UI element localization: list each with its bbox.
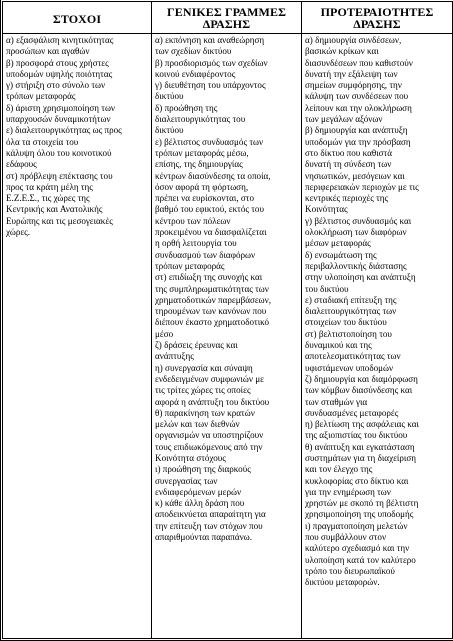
text-line: περιφερειακών περιοχών με τις	[305, 181, 419, 192]
text-line: χρηματοδοτικών παρεμβάσεων,	[155, 294, 272, 305]
text-line: α) δημιουργία συνδέσεων,	[305, 35, 402, 45]
text-line: εδάφους	[6, 159, 37, 170]
text-line: κέντρου των πόλεων	[155, 215, 231, 226]
text-line: Κοινότητας	[305, 204, 348, 215]
text-line: στην υλοποίηση και ανάπτυξη	[305, 272, 416, 283]
text-line: δ) άριστη χρησιμοποίηση των	[6, 102, 116, 113]
text-line: θ) ανάπτυξη και εγκατάσταση	[305, 441, 415, 452]
text-line: διασυνδέσεων που καθιστούν	[305, 57, 413, 68]
content-row	[3, 34, 453, 639]
text-line: βαθμό του εφικτού, εκτός του	[155, 204, 264, 215]
text-line: Ευρώπης και τις μεσογειακές	[6, 215, 113, 226]
text-line: ε) διαλειτουργικότητας ως προς	[6, 125, 122, 136]
policy-table	[2, 1, 453, 639]
text-line: κυκλοφορίας στο δίκτυο και	[305, 475, 409, 486]
text-line: όλα τα στοιχεία του	[6, 136, 79, 147]
general-lines-cell	[152, 34, 302, 639]
text-line: συνδυασμού των διαφόρων	[155, 249, 256, 260]
text-line: της αξιοπιστίας του δικτύου	[305, 430, 408, 441]
text-line: ζ) δημιουργία και διαμόρφωση	[305, 373, 418, 384]
text-line: κ) κάθε άλλη δράση που	[155, 498, 245, 509]
text-line: η ορθή λειτουργία του	[155, 238, 237, 249]
text-line: δυναμικού και της	[305, 340, 372, 351]
text-line: δ) ενσωμάτωση της	[305, 249, 377, 260]
text-line: λείπουν και την ολοκλήρωση	[305, 102, 412, 113]
priorities-cell	[302, 34, 453, 639]
text-line: ζ) δράσεις έρευνας και	[155, 340, 238, 351]
text-line: που συμβάλλουν στον	[305, 532, 387, 543]
text-line: ε) βέλτιστος συνδυασμός των	[155, 136, 264, 147]
header-line: ΠΡΟΤΕΡΑΙΟΤΗΤΕΣ	[320, 4, 434, 19]
header-goals	[3, 2, 152, 34]
text-line: κάλυψη των συνδέσεων που	[305, 91, 409, 102]
text-line: δικτύου	[155, 125, 184, 136]
text-line: συνεργασίας των	[155, 475, 218, 486]
text-line: ολοκλήρωση των διαφόρων	[305, 227, 407, 238]
text-line: α) εξασφάλιση κινητικότητας	[6, 35, 114, 45]
text-line: νησιωτικών, μεσόγειων και	[305, 170, 405, 181]
goals-cell	[3, 34, 152, 639]
text-line: ενδεδειγμένων συμφωνιών με	[155, 373, 264, 384]
text-line: τρόπων μεταφοράς μέσω,	[155, 147, 249, 158]
text-line: υπαρχουσών δυναμικοτήτων	[6, 114, 111, 125]
text-line: καλύτερο σχεδιασμό και την	[305, 543, 410, 554]
text-line: για την ενημέρωση των	[305, 486, 391, 497]
text-line: τους επιδιωκόμενους από την	[155, 441, 263, 452]
text-line: των σταθμών για	[305, 396, 368, 407]
text-line: προσώπων και αγαθών	[6, 46, 90, 57]
text-line: β) προσδιορισμός των σχεδίων	[155, 57, 268, 68]
text-line: βασικών κρίκων και	[305, 46, 379, 57]
text-line: β) προσφορά στους χρήστες	[6, 57, 109, 68]
text-line: υλοποίηση κατά τον καλύτερο	[305, 554, 416, 565]
text-line: στ) επιδίωξη της συνοχής και	[155, 272, 263, 283]
text-line: στ) βελτιστοποίηση του	[305, 328, 392, 339]
text-line: συνδυασμένες μεταφορές	[305, 407, 399, 418]
text-line: τρόπων μεταφοράς	[6, 91, 76, 102]
text-line: δ) προώθηση της	[155, 102, 218, 113]
text-line: των μεγάλων αξόνων	[305, 114, 383, 125]
text-line: η) βελτίωση της ασφάλειας και	[305, 419, 419, 430]
text-line: και τον έλεγχο της	[305, 464, 373, 475]
text-line: χώρες.	[6, 227, 31, 238]
text-line: κεντρικές περιοχές της	[305, 193, 389, 204]
text-line: ι) προώθηση της διαρκούς	[155, 464, 251, 475]
text-line: υποδομών υψηλής ποιότητας	[6, 68, 113, 79]
text-line: δυνατή την εξάλειψη των	[305, 68, 398, 79]
text-line: κέντρων διασύνδεσης τα οποία,	[155, 170, 271, 181]
text-line: προκειμένου να διασφαλίζεται	[155, 227, 267, 238]
text-line: απαριθμούνται παραπάνω.	[155, 532, 253, 543]
text-line: ε) σταδιακή επίτευξη της	[305, 294, 397, 305]
text-line: υποδομών για την πρόσβαση	[305, 136, 411, 147]
text-line: τρόπων μεταφοράς	[155, 260, 225, 271]
text-line: στ) πρόβλεψη επέκτασης του	[6, 170, 113, 181]
text-line: των σχεδίων δικτύου	[155, 46, 232, 57]
text-line: τρόπο του διευρωπαϊκού	[305, 565, 395, 576]
text-line: πρέπει να ευρίσκονται, στο	[155, 193, 254, 204]
text-line: οργανισμών να υποστηρίζουν	[155, 430, 264, 441]
text-line: υφιστάμενων υποδομών	[305, 362, 394, 373]
text-line: διέπουν έκαστο χρηματοδοτικό	[155, 317, 270, 328]
text-line: Κοινότητα στόχους	[155, 452, 226, 463]
text-line: μέσων μεταφοράς	[305, 238, 371, 249]
text-line: στοιχείων του δικτύου	[305, 317, 387, 328]
text-line: γ) διευθέτηση του υπάρχοντος	[155, 80, 266, 91]
text-line: στο δίκτυο που καθιστά	[305, 147, 392, 158]
text-line: χρηστών με σκοπό τη βέλτιστη	[305, 498, 419, 509]
text-line: ι) πραγματοποίηση μελετών	[305, 520, 408, 531]
text-line: κάλυψη όλου του κοινοτικού	[6, 147, 112, 158]
text-line: α) εκπόνηση και αναθεώρηση	[155, 35, 265, 45]
text-line: σημείων συμφόρησης, την	[305, 80, 402, 91]
text-line: χρησιμοποίηση της υποδομής	[305, 509, 414, 520]
text-line: επίσης, της δημιουργίας	[155, 159, 243, 170]
header-line: ΓΕΝΙΚΕΣ ΓΡΑΜΜΕΣ	[166, 4, 287, 19]
text-line: δικτύου	[155, 91, 184, 102]
text-line: των κόμβων διασύνδεσης και	[305, 385, 413, 396]
header-line: ΣΤΟΧΟΙ	[52, 11, 102, 26]
text-line: τις τρίτες χώρες τις οποίες	[155, 385, 251, 396]
text-line: Κεντρικής και Ανατολικής	[6, 204, 103, 215]
text-line: μέσο	[155, 328, 174, 339]
text-line: γ) στήριξη στο σύνολο των	[6, 80, 106, 91]
text-line: θ) παρακίνηση των κρατών	[155, 407, 255, 418]
text-line: ενδιαφερόμενων μερών	[155, 486, 242, 497]
text-line: ανάπτυξης	[155, 351, 194, 362]
text-line: δυνατή τη σύνδεση των	[305, 159, 392, 170]
header-priorities	[302, 2, 453, 34]
text-line: η) συνεργασία και σύναψη	[155, 362, 253, 373]
text-line: κοινού ενδιαφέροντος	[155, 68, 236, 79]
header-line: ΔΡΑΣΗΣ	[202, 17, 251, 31]
text-line: συστημάτων για τη διαχείριση	[305, 452, 417, 463]
text-line: Ε.Ζ.Ε.Σ., τις χώρες της	[6, 193, 90, 204]
text-line: β) δημιουργία και ανάπτυξη	[305, 125, 408, 136]
text-line: περιβαλλοντικής διάστασης	[305, 260, 407, 271]
text-line: τηρουμένων των κανόνων που	[155, 306, 267, 317]
text-line: γ) βέλτιστος συνδυασμός και	[305, 215, 412, 226]
text-line: του δικτύου	[305, 283, 349, 294]
text-line: αποτελεσματικότητας των	[305, 351, 401, 362]
text-line: μελών και των διεθνών	[155, 419, 240, 430]
text-line: της συμπληρωματικότητας των	[155, 283, 269, 294]
text-line: διαλειτουργικότητας του	[155, 114, 246, 125]
text-line: όσον αφορά τη φόρτωση,	[155, 181, 249, 192]
text-line: δικτύου μεταφορών.	[305, 577, 380, 588]
text-line: διαλειτουργικότητας των	[305, 306, 397, 317]
text-line: την επίτευξη των στόχων που	[155, 520, 263, 531]
text-line: προς τα κράτη μέλη της	[6, 181, 93, 192]
header-line: ΔΡΑΣΗΣ	[353, 17, 401, 31]
header-row	[3, 2, 453, 34]
text-line: αποδεικνύεται απαραίτητη για	[155, 509, 266, 520]
header-general-lines	[152, 2, 302, 34]
text-line: αφορά η ανάπτυξη του δικτύου	[155, 396, 270, 407]
